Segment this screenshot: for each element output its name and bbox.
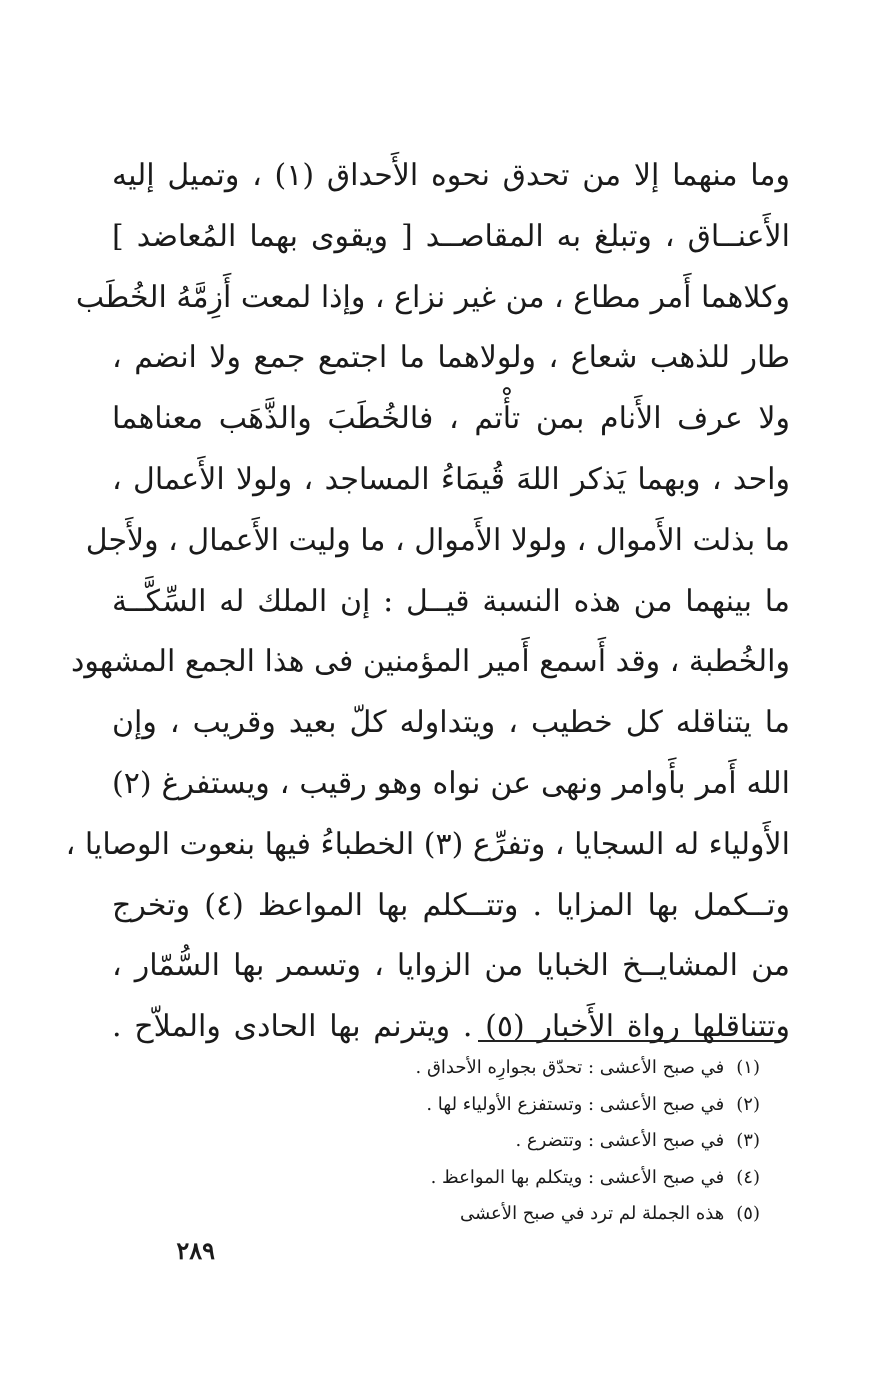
text-line: الله أَمر بأَوامر ونهى عن نواه وهو رقيب ، ويستفرغ (٢) [112,765,790,801]
footnote-text: في صبح الأعشى : وتتضرع . [515,1130,725,1152]
footnote [300,1050,760,1087]
footnote [300,1123,760,1160]
text-line: وتتناقلها رواة الأَخبار (٥) . ويترنم بها الحادى والملاّح . [112,1009,790,1045]
page-number: ٢٨٩ [176,1236,215,1265]
footnote-number: (٤) [736,1166,760,1188]
footnote-text: هذه الجملة لم ترد في صبح الأعشى [460,1203,725,1225]
body-text [65,146,790,1058]
text-line: والخُطبة ، وقد أَسمع أَمير المؤمنين فى هذا الجمع المشهود [71,644,790,680]
footnote-number: (٥) [736,1203,760,1225]
text-line: ما بينهما من هذه النسبة قيــل : إن الملك له السِّكَّــة [112,583,790,619]
footnote-number: (٣) [736,1130,760,1152]
text-line: ولا عرف الأَنام بمن تأْتم ، فالخُطَبَ والذَّهَب معناهما [112,401,790,437]
footnotes [300,1050,760,1233]
footnote-number: (٢) [736,1093,760,1115]
text-line: من المشايــخ الخبايا من الزوايا ، وتسمر بها السُّمّار ، [112,948,790,984]
footnote [300,1087,760,1124]
footnote [300,1196,760,1233]
footnote-separator [478,1040,782,1042]
text-line: طار للذهب شعاع ، ولولاهما ما اجتمع جمع ولا انضم ، [112,340,790,376]
text-line: وكلاهما أَمر مطاع ، من غير نزاع ، وإذا لمعت أَزِمَّهُ الخُطَب [75,279,790,315]
text-line: ما يتناقله كل خطيب ، ويتداوله كلّ بعيد وقريب ، وإن [112,705,790,741]
footnote-text: في صبح الأعشى : ويتكلم بها المواعظ . [430,1166,725,1188]
footnote-text: في صبح الأعشى : وتستفزع الأولياء لها . [426,1093,725,1115]
text-line: وتــكمل بها المزايا . وتتــكلم بها المواعظ (٤) وتخرج [112,887,790,923]
footnote-text: في صبح الأعشى : تحدّق بجوارِه الأحداق . [415,1057,725,1078]
text-line: واحد ، وبهما يَذكر اللهَ قُيمَاءُ المساجد ، ولولا الأَعمال ، [112,461,790,497]
text-line: ما بذلت الأَموال ، ولولا الأَموال ، ما وليت الأَعمال ، ولأَجل [85,522,790,558]
footnote-number: (١) [736,1057,760,1078]
text-line: الأَولياء له السجايا ، وتفرِّع (٣) الخطباءُ فيها بنعوت الوصايا ، [65,826,790,862]
footnote [300,1160,760,1197]
text-line: الأَعنــاق ، وتبلغ به المقاصــد [ ويقوى بهما المُعاضد ] [112,218,790,254]
text-line: وما منهما إلا من تحدق نحوه الأَحداق (١) ، وتميل إليه [112,158,790,193]
